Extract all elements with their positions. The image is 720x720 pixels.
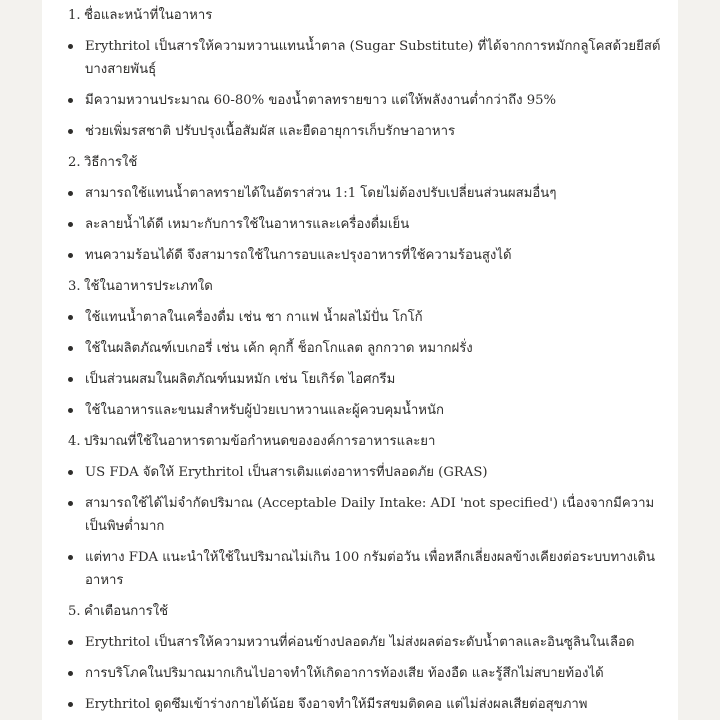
section-heading (68, 600, 668, 623)
list-item: เป็นส่วนผสมในผลิตภัณฑ์นมหมัก เช่น โยเกิร์ต ไอศกรีม (68, 368, 668, 391)
list-item: US FDA จัดให้ Erythritol เป็นสารเติมแต่งอาหารที่ปลอดภัย (GRAS) (68, 461, 668, 484)
message-panel (42, 0, 678, 720)
section-title: ชื่อและหน้าที่ในอาหาร (84, 8, 213, 23)
section-number: 5. (68, 604, 81, 619)
section-number: 2. (68, 155, 81, 170)
bullet-list (68, 182, 668, 267)
list-item: Erythritol เป็นสารให้ความหวานแทนน้ำตาล (Sugar Substitute) ที่ได้จากการหมักกลูโคสด้วยยีสต์บางสายพันธุ์ (68, 35, 668, 81)
list-item: ใช้ในผลิตภัณฑ์เบเกอรี่ เช่น เค้ก คุกกี้ ช็อกโกแลต ลูกกวาด หมากฝรั่ง (68, 337, 668, 360)
list-item: Erythritol ดูดซึมเข้าร่างกายได้น้อย จึงอาจทำให้มีรสขมติดคอ แต่ไม่ส่งผลเสียต่อสุขภาพ (68, 693, 668, 716)
list-item: ละลายน้ำได้ดี เหมาะกับการใช้ในอาหารและเครื่องดื่มเย็น (68, 213, 668, 236)
list-item: สามารถใช้ได้ไม่จำกัดปริมาณ (Acceptable Daily Intake: ADI 'not specified') เนื่องจากมีความเป็นพิษต่ำมาก (68, 492, 668, 538)
list-item: ทนความร้อนได้ดี จึงสามารถใช้ในการอบและปรุงอาหารที่ใช้ความร้อนสูงได้ (68, 244, 668, 267)
list-item: มีความหวานประมาณ 60-80% ของน้ำตาลทรายขาว แต่ให้พลังงานต่ำกว่าถึง 95% (68, 89, 668, 112)
list-item: สามารถใช้แทนน้ำตาลทรายได้ในอัตราส่วน 1:1 โดยไม่ต้องปรับเปลี่ยนส่วนผสมอื่นๆ (68, 182, 668, 205)
section-heading (68, 275, 668, 298)
section-title: วิธีการใช้ (84, 155, 138, 170)
list-item: ช่วยเพิ่มรสชาติ ปรับปรุงเนื้อสัมผัส และยืดอายุการเก็บรักษาอาหาร (68, 120, 668, 143)
list-item: แต่ทาง FDA แนะนำให้ใช้ในปริมาณไม่เกิน 100 กรัมต่อวัน เพื่อหลีกเลี่ยงผลข้างเคียงต่อระบบทางเดินอาหาร (68, 546, 668, 592)
message-content (68, 4, 668, 720)
list-item: Erythritol เป็นสารให้ความหวานที่ค่อนข้างปลอดภัย ไม่ส่งผลต่อระดับน้ำตาลและอินซูลินในเลือด (68, 631, 668, 654)
bullet-list (68, 461, 668, 592)
list-item: ใช้ในอาหารและขนมสำหรับผู้ป่วยเบาหวานและผู้ควบคุมน้ำหนัก (68, 399, 668, 422)
list-item: การบริโภคในปริมาณมากเกินไปอาจทำให้เกิดอาการท้องเสีย ท้องอืด และรู้สึกไม่สบายท้องได้ (68, 662, 668, 685)
section-number: 4. (68, 434, 81, 449)
section-title: ปริมาณที่ใช้ในอาหารตามข้อกำหนดขององค์การอาหารและยา (84, 434, 436, 449)
section-title: ใช้ในอาหารประเภทใด (84, 279, 213, 294)
section-heading (68, 4, 668, 27)
bullet-list (68, 35, 668, 143)
bullet-list (68, 631, 668, 716)
section-heading (68, 151, 668, 174)
bullet-list (68, 306, 668, 422)
section-number: 1. (68, 8, 81, 23)
section-title: คำเตือนการใช้ (84, 604, 169, 619)
section-heading (68, 430, 668, 453)
section-number: 3. (68, 279, 81, 294)
list-item: ใช้แทนน้ำตาลในเครื่องดื่ม เช่น ชา กาแฟ น้ำผลไม้ปั่น โกโก้ (68, 306, 668, 329)
